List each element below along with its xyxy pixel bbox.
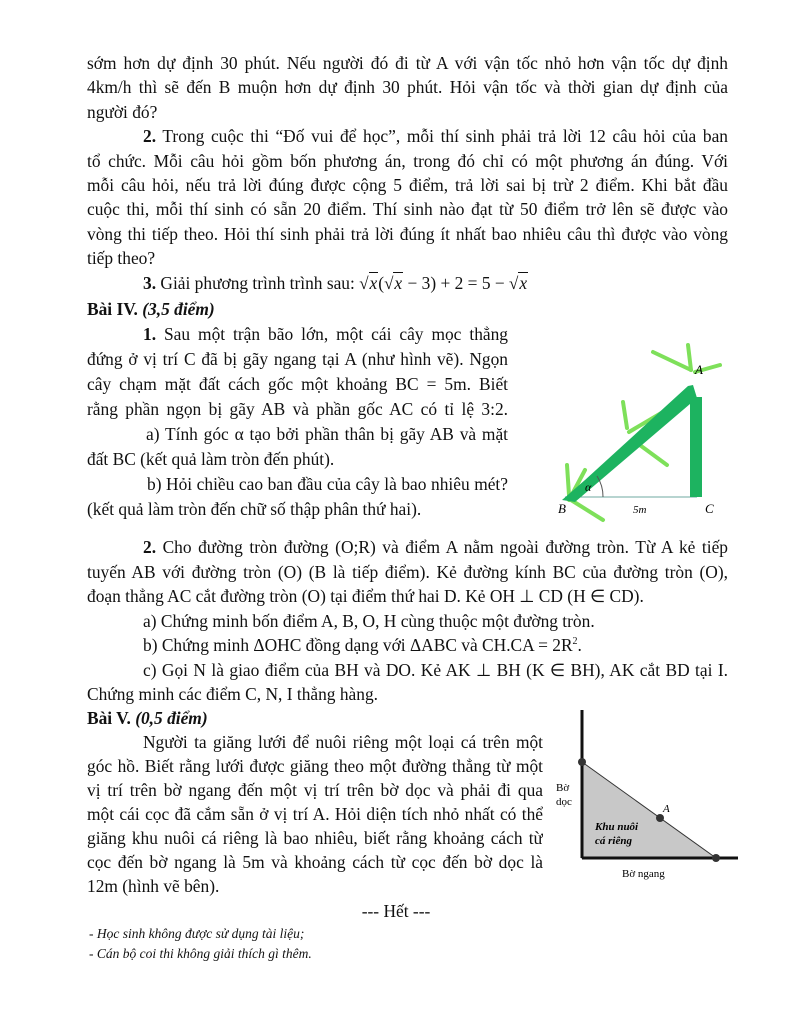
text-line: đất BC (kết quả làm tròn đến phút). [87, 449, 335, 469]
text-line: 4km/h thì sẽ đến B muộn hơn dự định 30 phút. Hỏi vận tốc và thời gian dự định của [87, 77, 728, 97]
section-title-bai-4: Bài IV. (3,5 điểm) [87, 299, 215, 319]
text-line: mỗi câu hỏi, nếu trả lời đúng được cộng 5 điểm, trả lời sai bị trừ 2 điểm. Khi bắt đầu [87, 175, 728, 195]
text-line: 12m (hình vẽ bên). [87, 876, 220, 896]
text-line: cây chạm mặt đất cách gốc một khoảng BC = 5m. Biết [87, 374, 508, 394]
text-line: Chứng minh các điểm C, N, I thẳng hàng. [87, 684, 379, 704]
label-bc: 5m [633, 504, 647, 516]
text-line: a) Chứng minh bốn điểm A, B, O, H cùng thuộc một đường tròn. [143, 611, 595, 631]
text-line: cọc đến bờ ngang là 5m và khoảng cách từ cọc đến bờ dọc là [87, 852, 543, 872]
standing-trunk [690, 397, 702, 497]
text-line: rằng phần ngọn bị gãy AB và phần gốc AC có tỉ lệ 3:2. [87, 399, 508, 419]
label-ca-rieng: cá riêng [595, 835, 632, 847]
question-3-line [143, 271, 528, 295]
label-alpha: α [585, 480, 592, 494]
text-line: góc hồ. Biết rằng lưới được giăng theo một đường thẳng từ một [87, 756, 543, 776]
equation: √x(√x − 3) + 2 = 5 − √x [359, 273, 528, 293]
text-line: người đó? [87, 102, 158, 122]
label-c: C [705, 501, 714, 516]
text-line: tổ chức. Mỗi câu hỏi gồm bốn phương án, trong đó chỉ có một phương án đúng. Với [87, 151, 728, 171]
text-line: giăng khu nuôi cá riêng là bao nhiêu, biết rằng khoảng cách từ [87, 828, 543, 848]
text-line: đoạn thẳng AC cắt đường tròn (O) tại điểm thứ hai D. Kẻ OH ⊥ CD (H ∈ CD). [87, 586, 644, 606]
text-line: Người ta giăng lưới để nuôi riêng một loại cá trên một [143, 732, 543, 752]
text-line: 2. Cho đường tròn đường (O;R) và điểm A nằm ngoài đường tròn. Từ A kẻ tiếp [143, 537, 728, 557]
label-bo-doc: Bờ [556, 782, 570, 794]
section-title-bai-5: Bài V. (0,5 điểm) [87, 708, 208, 728]
label-b: B [558, 501, 566, 516]
text-line: vòng thi tiếp theo. Hỏi thí sinh phải trả lời đúng ít nhất bao nhiêu câu thì được vào vòng [87, 224, 728, 244]
label-khu-nuoi: Khu nuôi [595, 821, 639, 833]
label-a: A [695, 362, 703, 377]
text-line: tiếp theo? [87, 248, 156, 268]
label-bo-ngang: Bờ ngang [622, 868, 665, 880]
text-line: một cái cọc đã cắm sẵn ở vị trí A. Hỏi diện tích nhỏ nhất có thể [87, 804, 543, 824]
text-line: b) Chứng minh ΔOHC đồng dạng với ΔABC và $CH.CA = 2R^2$. [143, 635, 582, 655]
text-line: sớm hơn dự định 30 phút. Nếu người đó đi từ A với vận tốc nhỏ hơn vận tốc dự định [87, 53, 728, 73]
text: Giải phương trình trình sau: [156, 273, 360, 293]
question-number: 2. [143, 126, 157, 146]
text-line: vị trí trên bờ ngang đến một vị trí trên bờ dọc và phải đi qua [87, 780, 543, 800]
note: - Học sinh không được sử dụng tài liệu; [89, 926, 305, 941]
text-line: b) Hỏi chiều cao ban đầu của cây là bao nhiêu mét? [147, 474, 508, 494]
text-line: c) Gọi N là giao điểm của BH và DO. Kẻ AK ⊥ BH (K ∈ BH), AK cắt BD tại I. [143, 660, 728, 680]
pond-figure [550, 705, 745, 885]
broken-trunk [562, 385, 697, 502]
text-line: (kết quả làm tròn đến chữ số thập phân thứ hai). [87, 499, 422, 519]
text-line: a) Tính góc α tạo bởi phần thân bị gãy AB và mặt [146, 424, 508, 444]
text-line: tuyến AB với đường tròn (O) (B là tiếp điểm). Kẻ đường kính BC của đường tròn (O), [87, 562, 728, 582]
question-2-line [143, 124, 728, 148]
text-line: đứng ở vị trí C đã bị gãy ngang tại A (như hình vẽ). Ngọn [87, 349, 508, 369]
end-marker: --- Hết --- [361, 901, 431, 921]
text-line: cuộc thi, mỗi thí sinh có sẵn 20 điểm. Thí sinh nào đạt từ 50 điểm trở lên sẽ được vào [87, 199, 728, 219]
note: - Cán bộ coi thi không giải thích gì thêm. [89, 946, 312, 961]
label-a: A [663, 803, 670, 815]
tree-figure [545, 340, 745, 525]
label-bo-doc: dọc [556, 796, 572, 808]
text-line: 1. Sau một trận bão lớn, một cái cây mọc thẳng [143, 324, 508, 344]
question-number: 3. [143, 273, 157, 293]
text: Trong cuộc thi “Đố vui để học”, mỗi thí sinh phải trả lời 12 câu hỏi của ban [156, 126, 728, 146]
